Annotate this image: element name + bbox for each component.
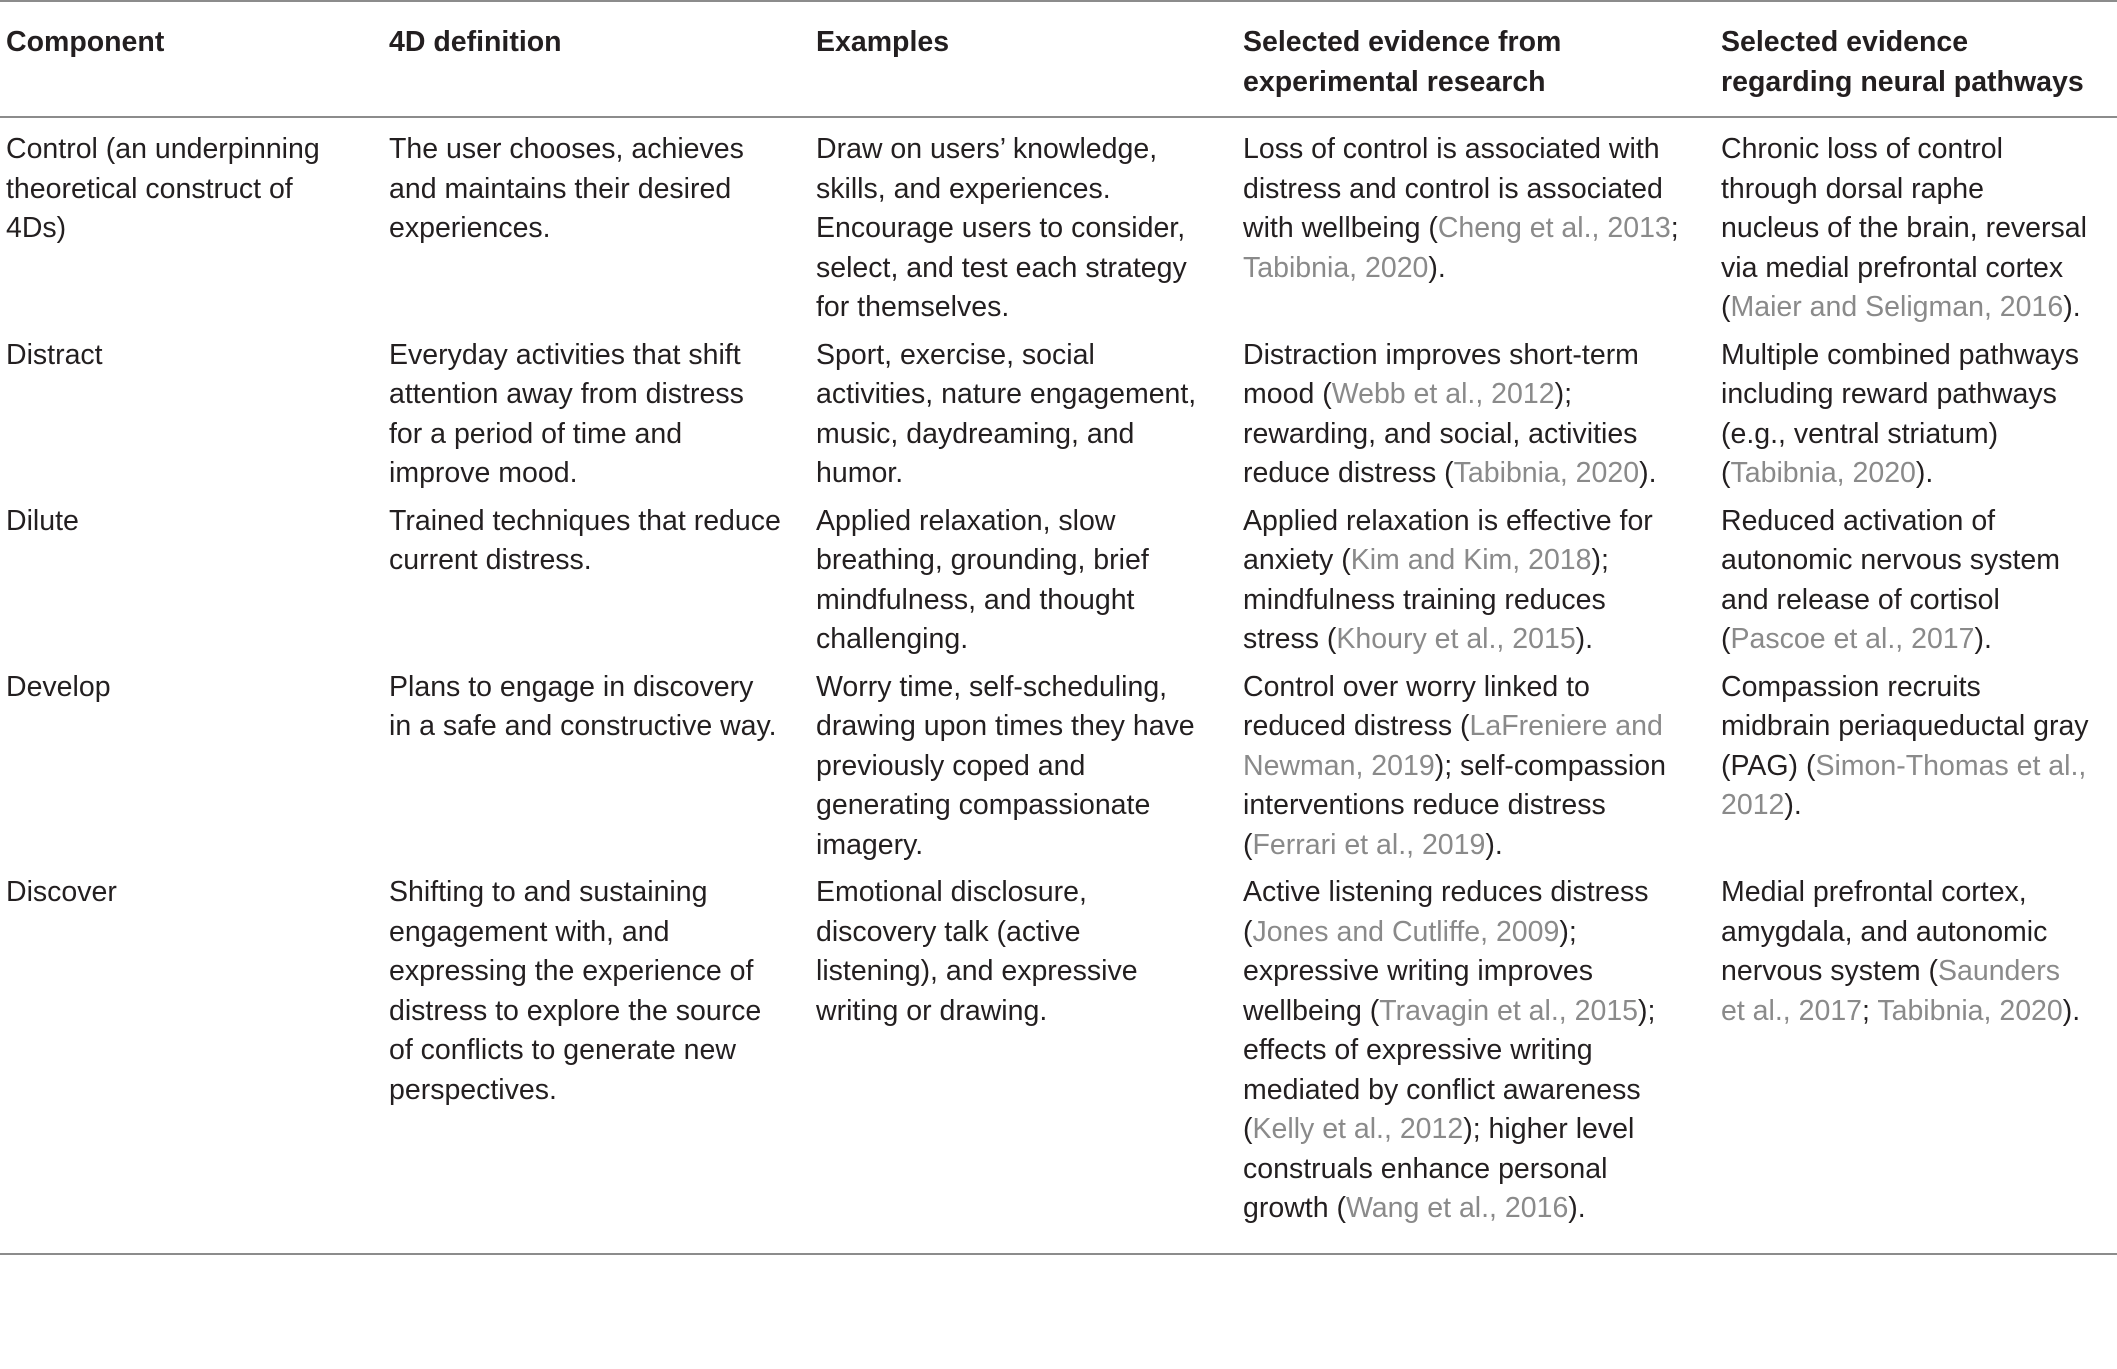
citation-link[interactable]: Pascoe et al., 2017	[1730, 623, 1975, 655]
cell-neural-evidence	[1715, 117, 2117, 336]
cell-examples: Worry time, self-scheduling, drawing upon times they have previously coped and generating compassionate imagery.	[816, 670, 1195, 861]
cell-definition: Shifting to and sustaining engagement with, and expressing the experience of distress to explore the source of conflicts to generate new perspectives.	[383, 873, 810, 1254]
cell-experimental-evidence	[1237, 502, 1715, 668]
evidence-text: ); rewarding, and social, activities reduce distress (	[1243, 378, 1638, 489]
cell-neural-evidence	[1715, 668, 2117, 874]
evidence-text: Loss of control is associated with distress and control is associated with wellbeing (	[1243, 133, 1663, 244]
table-body	[0, 117, 2117, 1254]
citation-link[interactable]: Webb et al., 2012	[1331, 378, 1555, 410]
citation-link[interactable]: Jones and Cutliffe, 2009	[1252, 915, 1560, 948]
citation-link[interactable]: Tabibnia, 2020	[1453, 457, 1640, 489]
evidence-text: ;	[1862, 994, 1878, 1027]
evidence-text: Medial prefrontal cortex, amygdala, and autonomic nervous system (	[1721, 876, 2048, 987]
citation-link[interactable]: Tabibnia, 2020	[1243, 251, 1429, 284]
evidence-text: Active listening reduces distress (	[1243, 876, 1649, 948]
evidence-text: Distraction improves short-term mood (	[1243, 338, 1639, 410]
citation-link[interactable]: Khoury et al., 2015	[1336, 623, 1576, 655]
evidence-text: ).	[1784, 789, 1802, 821]
evidence-text: ;	[1670, 212, 1679, 244]
evidence-text: Compassion recruits midbrain periaqueductal gray (PAG) (	[1721, 670, 2089, 782]
evidence-text: ).	[1639, 457, 1657, 489]
table-row	[0, 117, 2117, 336]
citation-link[interactable]: LaFreniere and Newman, 2019	[1243, 710, 1663, 782]
evidence-text: ).	[2062, 994, 2081, 1027]
header-neural-evidence: Selected evidence regarding neural pathways	[1721, 26, 2084, 98]
evidence-text: ).	[1915, 457, 1934, 489]
cell-definition: Plans to engage in discovery in a safe and constructive way.	[389, 670, 777, 742]
table-row	[0, 502, 2117, 668]
cell-experimental-evidence	[1237, 668, 1715, 874]
cell-neural-evidence	[1715, 336, 2117, 502]
cell-examples: Sport, exercise, social activities, nature engagement, music, daydreaming, and humor.	[816, 338, 1197, 489]
header-examples: Examples	[816, 26, 950, 58]
header-row	[0, 1, 2117, 117]
cell-component: Distract	[6, 338, 103, 371]
cell-component: Discover	[0, 873, 383, 1254]
citation-link[interactable]: Cheng et al., 2013	[1437, 212, 1671, 244]
citation-link[interactable]: Simon-Thomas et al., 2012	[1721, 749, 2087, 821]
cell-experimental-evidence	[1237, 117, 1715, 336]
evidence-text: Chronic loss of control through dorsal raphe nucleus of the brain, reversal via medial prefrontal cortex (	[1721, 133, 2087, 323]
header-experimental-evidence: Selected evidence from experimental research	[1243, 26, 1562, 98]
cell-component: Control (an underpinning theoretical construct of 4Ds)	[6, 133, 320, 244]
citation-link[interactable]: Kelly et al., 2012	[1252, 1113, 1464, 1145]
citation-link[interactable]: Travagin et al., 2015	[1379, 994, 1639, 1027]
cell-neural-evidence	[1715, 873, 2117, 1254]
cell-definition: Trained techniques that reduce current distress.	[389, 504, 781, 576]
evidence-text: ); mindfulness training reduces stress (	[1243, 544, 1609, 655]
citation-link[interactable]: Ferrari et al., 2019	[1252, 828, 1486, 861]
citation-link[interactable]: Saunders et al., 2017	[1721, 955, 2060, 1027]
cell-neural-evidence	[1715, 502, 2117, 668]
cell-component: Develop	[6, 670, 111, 703]
header-component: Component	[6, 26, 165, 58]
cell-examples: Draw on users’ knowledge, skills, and experiences. Encourage users to consider, select, and test each strategy for themselves.	[816, 133, 1187, 323]
cell-experimental-evidence	[1237, 873, 1715, 1254]
citation-link[interactable]: Tabibnia, 2020	[1730, 457, 1916, 489]
cell-examples: Emotional disclosure, discovery talk (active listening), and expressive writing or drawing.	[810, 873, 1237, 1254]
evidence-text: ).	[1428, 251, 1446, 284]
evidence-text: Applied relaxation is effective for anxiety (	[1243, 504, 1653, 576]
cell-examples: Applied relaxation, slow breathing, grounding, brief mindfulness, and thought challenging.	[816, 504, 1149, 655]
citation-link[interactable]: Maier and Seligman, 2016	[1730, 291, 2064, 323]
evidence-text: ).	[1575, 623, 1594, 655]
evidence-text: ); effects of expressive writing mediated by conflict awareness (	[1243, 994, 1656, 1145]
table-row	[0, 336, 2117, 502]
evidence-text: Reduced activation of autonomic nervous system and release of cortisol (	[1721, 504, 2060, 655]
evidence-text: Multiple combined pathways including reward pathways (e.g., ventral striatum) (	[1721, 338, 2080, 489]
cell-definition: The user chooses, achieves and maintains their desired experiences.	[389, 133, 744, 244]
citation-link[interactable]: Tabibnia, 2020	[1877, 994, 2063, 1027]
evidence-text: ).	[1485, 828, 1503, 861]
table-row	[0, 668, 2117, 874]
citation-link[interactable]: Kim and Kim, 2018	[1350, 544, 1592, 576]
evidence-text: ); higher level construals enhance personal growth (	[1243, 1113, 1635, 1224]
evidence-text: ).	[1568, 1192, 1586, 1224]
evidence-text: ).	[2063, 291, 2081, 323]
citation-link[interactable]: Wang et al., 2016	[1345, 1192, 1569, 1224]
cell-definition: Everyday activities that shift attention away from distress for a period of time and improve mood.	[389, 338, 744, 489]
cell-component: Dilute	[6, 504, 79, 537]
evidence-text: ); expressive writing improves wellbeing (	[1243, 915, 1594, 1027]
header-4d-definition: 4D definition	[389, 26, 562, 58]
evidence-text: Control over worry linked to reduced distress (	[1243, 670, 1590, 742]
evidence-text: ); self-compassion interventions reduce distress (	[1243, 749, 1666, 861]
evidence-text: ).	[1974, 623, 1992, 655]
table-row	[0, 873, 2117, 1254]
table-header	[0, 1, 2117, 117]
cell-experimental-evidence	[1237, 336, 1715, 502]
